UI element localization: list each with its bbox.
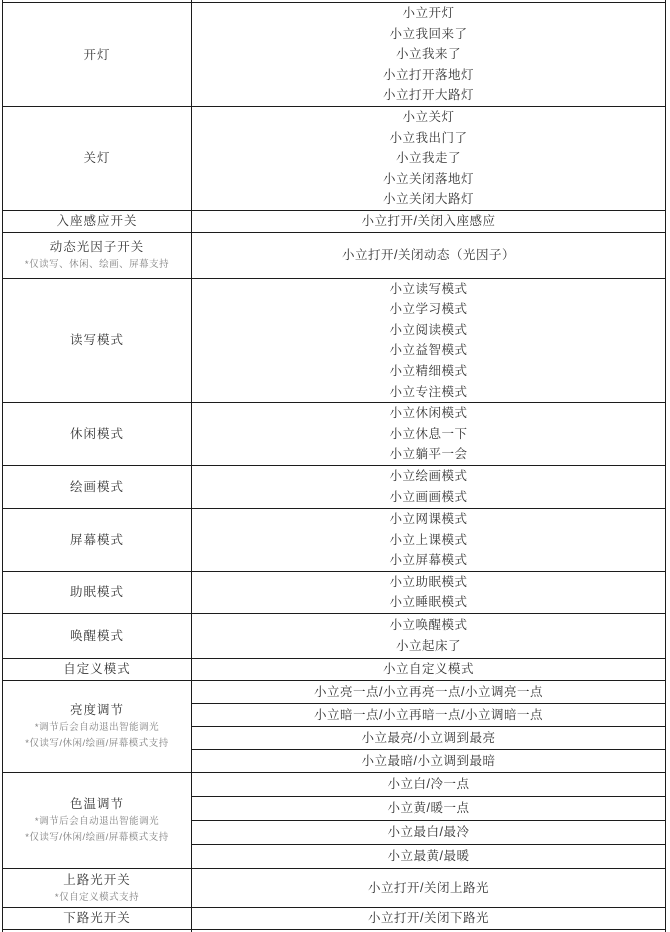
table-row — [3, 107, 666, 211]
voice-command-cell — [192, 403, 666, 466]
function-label-cell — [3, 278, 192, 403]
voice-command: 小立我来了 — [395, 47, 461, 62]
voice-command: 小立屏幕模式 — [389, 553, 468, 568]
table-row — [3, 772, 666, 796]
function-label-cell — [3, 658, 192, 680]
voice-command-cell — [192, 820, 666, 844]
voice-command: 小立最黄/最暖 — [387, 849, 470, 864]
voice-command: 小立绘画模式 — [389, 469, 468, 484]
voice-command-table — [2, 0, 666, 932]
voice-command: 小立上课模式 — [389, 532, 468, 547]
voice-command: 小立关闭大路灯 — [382, 192, 474, 207]
voice-command-cell — [192, 278, 666, 403]
function-label: 开灯 — [83, 47, 111, 62]
function-note: *仅自定义模式支持 — [54, 891, 140, 903]
function-label: 下路光开关 — [63, 911, 131, 926]
function-label-cell — [3, 613, 192, 658]
voice-command: 小立打开/关闭动态（光因子） — [342, 247, 515, 262]
voice-command-cell — [192, 613, 666, 658]
voice-command: 小立专注模式 — [389, 384, 468, 399]
voice-command: 小立精细模式 — [389, 363, 468, 378]
voice-command: 小立画画模式 — [389, 489, 468, 504]
function-label-cell — [3, 3, 192, 107]
table-row — [3, 571, 666, 613]
voice-command-cell — [192, 571, 666, 613]
function-label-cell — [3, 232, 192, 278]
table-row — [3, 658, 666, 680]
function-label-cell — [3, 571, 192, 613]
table-row — [3, 508, 666, 571]
function-label: 屏幕模式 — [69, 532, 124, 547]
voice-command: 小立学习模式 — [389, 302, 468, 317]
table-row — [3, 403, 666, 466]
voice-command: 小立我回来了 — [389, 26, 468, 41]
voice-command-cell — [192, 703, 666, 726]
function-label: 上路光开关 — [63, 872, 131, 887]
function-label: 色温调节 — [69, 797, 124, 812]
voice-command: 小立关闭落地灯 — [382, 171, 474, 186]
function-label: 读写模式 — [69, 333, 124, 348]
function-label-cell — [3, 210, 192, 232]
voice-command: 小立唤醒模式 — [389, 618, 468, 633]
table-row — [3, 465, 666, 508]
voice-command: 小立我走了 — [395, 151, 461, 166]
voice-command-cell — [192, 726, 666, 749]
voice-command: 小立休息一下 — [389, 426, 468, 441]
function-label-cell — [3, 508, 192, 571]
voice-command: 小立关灯 — [402, 110, 455, 124]
function-label: 入座感应开关 — [56, 214, 138, 229]
voice-command-cell — [192, 868, 666, 907]
voice-command: 小立打开/关闭入座感应 — [361, 213, 496, 228]
voice-command-cell — [192, 749, 666, 772]
voice-command-cell — [192, 844, 666, 868]
voice-command-cell — [192, 508, 666, 571]
voice-command: 小立睡眠模式 — [389, 595, 468, 610]
voice-command: 小立打开大路灯 — [382, 88, 474, 103]
voice-command: 小立白/冷一点 — [387, 777, 470, 792]
function-note: *仅读写/休闲/绘画/屏幕模式支持 — [25, 738, 169, 750]
function-label: 助眠模式 — [69, 585, 124, 600]
function-label: 动态光因子开关 — [49, 240, 145, 255]
function-label: 绘画模式 — [69, 479, 124, 494]
table-row — [3, 3, 666, 107]
voice-command: 小立益智模式 — [389, 343, 468, 358]
voice-command: 小立最白/最冷 — [387, 825, 470, 840]
function-label-cell — [3, 680, 192, 772]
voice-command-cell — [192, 232, 666, 278]
voice-command: 小立休闲模式 — [389, 406, 468, 421]
function-label: 休闲模式 — [69, 427, 124, 442]
function-label-cell — [3, 868, 192, 907]
function-label-cell — [3, 107, 192, 211]
voice-command-cell — [192, 680, 666, 703]
voice-command: 小立黄/暖一点 — [387, 801, 470, 816]
voice-command: 小立暗一点/小立再暗一点/小立调暗一点 — [314, 707, 543, 722]
voice-command: 小立读写模式 — [389, 281, 468, 296]
voice-command-cell — [192, 107, 666, 211]
function-note: *调节后会自动退出智能调光 — [34, 816, 160, 828]
voice-command-table-body — [3, 0, 666, 932]
voice-command: 小立最亮/小立调到最亮 — [361, 730, 496, 745]
function-label-cell — [3, 403, 192, 466]
table-row — [3, 613, 666, 658]
function-label: 自定义模式 — [63, 662, 131, 677]
voice-command-cell — [192, 465, 666, 508]
voice-command-cell — [192, 210, 666, 232]
voice-command: 小立打开/关闭下路光 — [368, 911, 489, 926]
function-note: *仅读写/休闲/绘画/屏幕模式支持 — [25, 832, 169, 844]
voice-command: 小立阅读模式 — [389, 322, 468, 337]
table-row — [3, 210, 666, 232]
voice-command: 小立打开落地灯 — [382, 67, 474, 82]
voice-command: 小立网课模式 — [389, 511, 468, 526]
voice-command-cell — [192, 3, 666, 107]
function-label: 唤醒模式 — [69, 628, 124, 643]
voice-command-cell — [192, 796, 666, 820]
function-note: *仅读写、休闲、绘画、屏幕支持 — [24, 259, 170, 271]
table-row — [3, 868, 666, 907]
function-note: *调节后会自动退出智能调光 — [34, 722, 160, 734]
table-row — [3, 278, 666, 403]
voice-command: 小立我出门了 — [389, 130, 468, 145]
function-label: 亮度调节 — [69, 703, 124, 718]
voice-command: 小立起床了 — [395, 638, 461, 653]
function-label-cell — [3, 772, 192, 868]
table-row — [3, 232, 666, 278]
function-label: 关灯 — [83, 151, 111, 166]
voice-command: 小立助眠模式 — [389, 574, 468, 589]
voice-command: 小立躺平一会 — [389, 447, 468, 462]
voice-command: 小立最暗/小立调到最暗 — [361, 753, 496, 768]
table-row — [3, 680, 666, 703]
function-label-cell — [3, 465, 192, 508]
voice-command: 小立亮一点/小立再亮一点/小立调亮一点 — [314, 684, 543, 699]
voice-command-cell — [192, 658, 666, 680]
voice-command: 小立自定义模式 — [382, 662, 474, 677]
voice-command: 小立打开/关闭上路光 — [368, 880, 489, 895]
voice-command-cell — [192, 772, 666, 796]
voice-command: 小立开灯 — [402, 6, 455, 21]
